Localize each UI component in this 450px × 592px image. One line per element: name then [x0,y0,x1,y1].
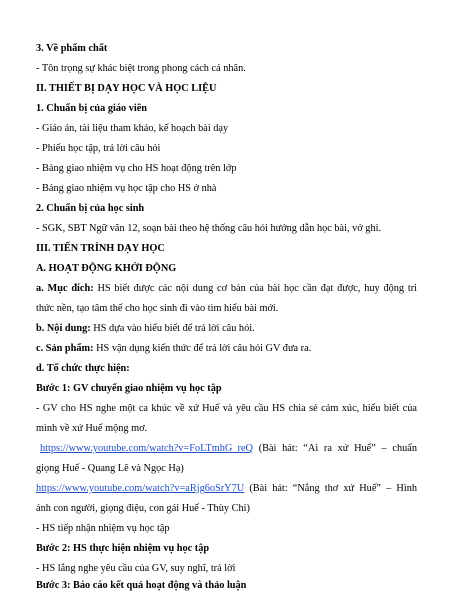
san-pham-paragraph [36,342,417,355]
buoc-1-text: - GV cho HS nghe một ca khúc về xứ Huế và yêu cầu HS chia sẻ cảm xúc, hiểu biết của [36,403,417,414]
to-chuc-heading: d. Tổ chức thực hiện: [36,363,130,374]
noi-dung-paragraph [36,322,417,335]
noi-dung-label: b. Nội dung: [36,323,91,334]
gv-item: - Bảng giao nhiệm vụ học tập cho HS ở nhà [36,183,217,194]
song-1-caption-cont: giọng Huế - Quang Lê và Ngọc Hạ) [36,463,184,474]
heading-tien-trinh: III. TIẾN TRÌNH DẠY HỌC [36,243,165,254]
buoc-1-heading: Bước 1: GV chuyển giao nhiệm vụ học tập [36,383,222,394]
muc-dich-text: HS biết được các nội dung cơ bản của bài học cần đạt được, huy động tri [93,283,417,294]
heading-thiet-bi: II. THIẾT BỊ DẠY HỌC VÀ HỌC LIỆU [36,83,217,94]
youtube-link-1[interactable]: https://www.youtube.com/watch?v=FoLTmhG_reQ [40,443,253,454]
noi-dung-text: HS dựa vào hiểu biết để trả lời câu hỏi. [90,323,255,334]
pham-chat-text: - Tôn trọng sự khác biệt trong phong cách cá nhân. [36,63,246,74]
hs-text: - SGK, SBT Ngữ văn 12, soạn bài theo hệ thống câu hỏi hướng dẫn học bài, vở ghi. [36,223,382,234]
heading-chuan-bi-hs: 2. Chuẩn bị của học sinh [36,203,145,214]
buoc-2-heading: Bước 2: HS thực hiện nhiệm vụ học tập [36,543,210,554]
song-2-caption-cont: ảnh con người, giọng điệu, con gái Huế - Thùy Chi) [36,503,250,514]
song-1-line [40,442,417,455]
buoc-2-text: - HS lắng nghe yêu cầu của GV, suy nghĩ, trả lời [36,563,236,574]
san-pham-text: HS vận dụng kiến thức để trả lời câu hỏi GV đưa ra. [93,343,312,354]
muc-dich-paragraph [36,282,417,295]
heading-chuan-bi-gv: 1. Chuẩn bị của giáo viên [36,103,148,114]
san-pham-label: c. Sản phẩm: [36,343,94,354]
gv-item: - Giáo án, tài liệu tham khảo, kế hoạch bài dạy [36,123,229,134]
buoc-1-receive: - HS tiếp nhận nhiệm vụ học tập [36,523,170,534]
youtube-link-2[interactable]: https://www.youtube.com/watch?v=aRjg6oSrY7U [36,483,245,494]
muc-dich-text-cont: thức nền, tạo tâm thế cho học sinh đi vào tìm hiểu bài mới. [36,303,279,314]
song-1-caption: (Bài hát: “Ai ra xứ Huế” – chuẩn [252,443,417,454]
muc-dich-label: a. Mục đích: [36,283,94,294]
gv-item: - Bảng giao nhiệm vụ cho HS hoạt động trên lớp [36,163,237,174]
heading-pham-chat: 3. Về phẩm chất [36,43,108,54]
buoc-3-heading: Bước 3: Báo cáo kết quả hoạt động và thảo luận [36,580,247,591]
heading-khoi-dong: A. HOẠT ĐỘNG KHỞI ĐỘNG [36,263,177,274]
song-2-caption: (Bài hát: “Nắng thơ xứ Huế” – Hình [244,483,417,494]
gv-item: - Phiếu học tập, trả lời câu hỏi [36,143,161,154]
song-2-line [36,482,417,495]
buoc-1-text-cont: mình về xứ Huế mộng mơ. [36,423,148,434]
